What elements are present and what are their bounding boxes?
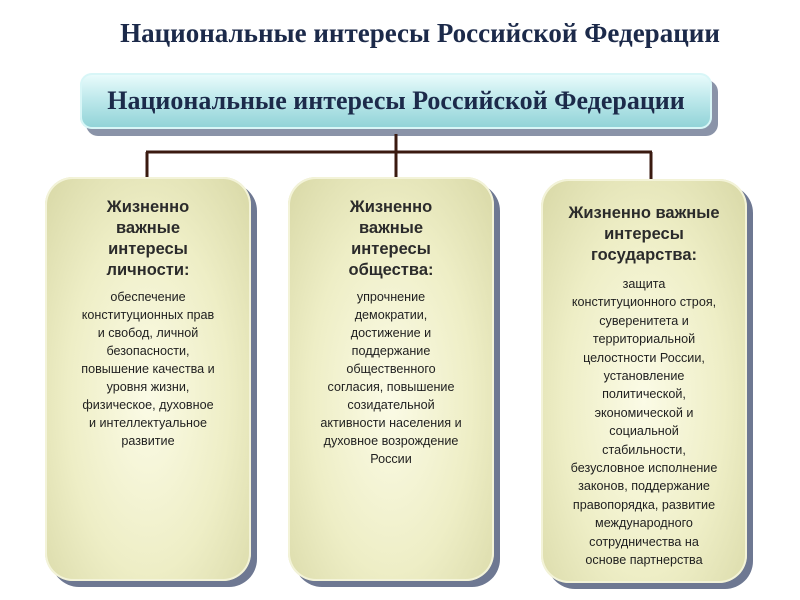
body-line: целостности России, [583, 350, 705, 365]
body-line: достижение и [350, 326, 432, 340]
body-line: суверенитета и [599, 313, 689, 328]
body-line: поддержание [351, 344, 431, 358]
body-line: социальной [609, 424, 679, 439]
body-line: экономической и [594, 405, 694, 420]
body-line: международного [595, 516, 693, 531]
card-personal-interests [45, 177, 251, 581]
body-line: физическое, духовное [82, 398, 214, 412]
body-line: общественного [346, 362, 436, 376]
card-society-body [296, 288, 486, 468]
card-state-title [549, 203, 739, 266]
body-line: и интеллектуальное [88, 416, 208, 430]
body-line: России [370, 452, 412, 466]
title-line: государства: [590, 246, 698, 264]
body-line: законов, поддержание [578, 479, 710, 494]
body-line: конституционных прав [81, 308, 215, 322]
card-society-interests [288, 177, 494, 581]
body-line: конституционного строя, [571, 295, 717, 310]
title-line: интересы [604, 225, 684, 243]
body-line: повышение качества и [81, 362, 215, 376]
card-state-body [549, 275, 739, 570]
body-line: упрочнение [356, 290, 426, 304]
body-line: политической, [602, 387, 686, 402]
title-line: интересы [108, 240, 188, 258]
body-line: основе партнерства [585, 553, 703, 568]
title-line: Жизненно [106, 198, 190, 216]
body-line: развитие [121, 434, 175, 448]
title-line: общества: [348, 261, 434, 279]
body-line: обеспечение [110, 290, 186, 304]
page-title: Национальные интересы Российской Федерации [120, 18, 720, 48]
body-line: сотрудничества на [589, 534, 699, 549]
body-line: установление [603, 369, 685, 384]
body-line: правопорядка, развитие [572, 497, 716, 512]
body-line: безопасности, [106, 344, 190, 358]
body-line: созидательной [347, 398, 435, 412]
card-state-interests [541, 179, 747, 583]
card-personal-body [53, 288, 243, 450]
body-line: и свобод, личной [97, 326, 199, 340]
card-society-title [296, 197, 486, 281]
title-line: Жизненно важные [568, 204, 720, 222]
body-line: защита [622, 277, 666, 291]
body-line: демократии, [354, 308, 428, 322]
body-line: уровня жизни, [106, 380, 190, 394]
body-line: активности населения и [320, 416, 462, 430]
title-line: личности: [106, 261, 190, 279]
body-line: духовное возрождение [323, 434, 459, 448]
title-line: важные [115, 219, 181, 237]
banner-title: Национальные интересы Российской Федерации [107, 86, 685, 115]
body-line: территориальной [592, 332, 696, 347]
card-personal-title [53, 197, 243, 281]
body-line: согласия, повышение [327, 380, 455, 394]
title-line: интересы [351, 240, 431, 258]
body-line: безусловное исполнение [570, 461, 718, 476]
title-line: Жизненно [349, 198, 433, 216]
body-line: стабильности, [602, 442, 686, 457]
title-line: важные [358, 219, 424, 237]
